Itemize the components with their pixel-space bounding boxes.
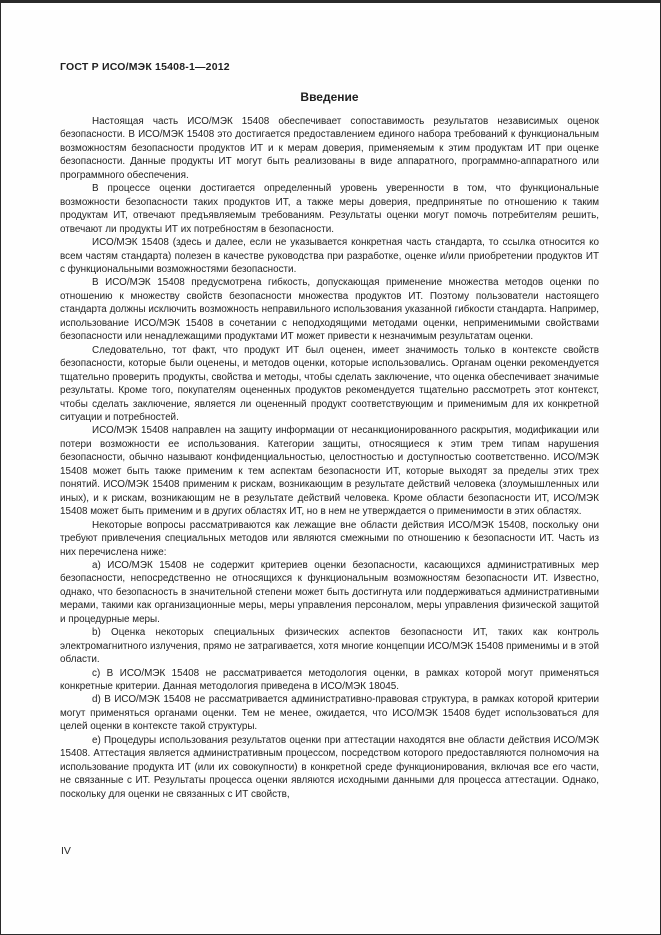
section-title: Введение xyxy=(300,90,359,104)
paragraph: Следовательно, тот факт, что продукт ИТ был оценен, имеет значимость только в контексте свойств безопасности, которые были оценены, и методов оценки, которые использовались. Органам оценки рекомендуется тщательно проверить продукты, свойства и методы, чтобы сделать заключение, что оценка обеспечивает значимые результаты. Кроме того, покупателям оцененных продуктов рекомендуется тщательно рассмотреть этот контекст, чтобы сделать заключение, является ли оцененный продукт соответствующим и применимым для их конкретной ситуации и потребностей. xyxy=(60,344,599,423)
document-body xyxy=(60,115,599,801)
page-number: IV xyxy=(61,845,71,857)
paragraph: Некоторые вопросы рассматриваются как лежащие вне области действия ИСО/МЭК 15408, поскольку они требуют привлечения специальных методов или являются смежными по отношению к безопасности ИТ. Часть из них перечислена ниже: xyxy=(60,519,599,558)
paragraph: В процессе оценки достигается определенный уровень уверенности в том, что функциональные возможности безопасности таких продуктов ИТ, а также меры доверия, предпринятые по отношению к таким продуктам ИТ, отвечают предъявляемым требованиям. Результаты оценки могут помочь потребителям решить, отвечают ли продукты ИТ их потребностям в безопасности. xyxy=(60,183,599,235)
list-item-c: c) В ИСО/МЭК 15408 не рассматривается методология оценки, в рамках которой могут применяться конкретные критерии. Данная методология приведена в ИСО/МЭК 18045. xyxy=(60,667,599,693)
list-item-b: b) Оценка некоторых специальных физических аспектов безопасности ИТ, таких как контроль электромагнитного излучения, прямо не затрагивается, хотя многие концепции ИСО/МЭК 15408 применимы и в этой области. xyxy=(60,627,599,666)
paragraph: В ИСО/МЭК 15408 предусмотрена гибкость, допускающая применение множества методов оценки по отношению к множеству свойств безопасности множества продуктов ИТ. Поэтому пользователи настоящего стандарта должны исключить возможность неправильного использования указанной гибкости стандарта. Например, использование ИСО/МЭК 15408 в сочетании с неподходящими методами оценки, неприменимыми свойствами безопасности или ненадлежащими продуктами ИТ может привести к незначимым результатам оценки. xyxy=(60,277,599,343)
list-item-d: d) В ИСО/МЭК 15408 не рассматривается административно-правовая структура, в рамках которой критерии могут применяться органами оценки. Тем не менее, ожидается, что ИСО/МЭК 15408 будет использоваться для целей оценки в контексте такой структуры. xyxy=(60,694,599,733)
list-item-e: e) Процедуры использования результатов оценки при аттестации находятся вне области действия ИСО/МЭК 15408. Аттестация является административным процессом, посредством которого предоставляются полномочия на использование продукта ИТ (или их совокупности) в конкретной среде функционирования, включая все его части, не связанные с ИТ. Результаты процесса оценки являются исходными данными для процесса аттестации. Однако, поскольку для оценки не связанных с ИТ свойств, xyxy=(60,734,599,800)
paragraph: ИСО/МЭК 15408 направлен на защиту информации от несанкционированного раскрытия, модификации или потери возможности ее использования. Категории защиты, относящиеся к этим трем типам нарушения безопасности, обычно называют конфиденциальностью, целостностью и доступностью соответственно. ИСО/МЭК 15408 может быть также применим к тем аспектам безопасности ИТ, которые выходят за пределы этих трех понятий. ИСО/МЭК 15408 применим к рискам, возникающим в результате действий человека (злоумышленных или иных), и к рискам, возникающим не в результате действий человека. Кроме области безопасности ИТ, ИСО/МЭК 15408 может быть применим и в других областях ИТ, но в нем не утверждается о применимости в этих областях. xyxy=(60,425,599,518)
paragraph: ИСО/МЭК 15408 (здесь и далее, если не указывается конкретная часть стандарта, то ссылка относится ко всем частям стандарта) полезен в качестве руководства при разработке, оценке и/или приобретении продуктов ИТ с функциональными возможностями безопасности. xyxy=(60,237,599,275)
list-item-a: a) ИСО/МЭК 15408 не содержит критериев оценки безопасности, касающихся административных мер безопасности, непосредственно не относящихся к функциональным возможностям безопасности ИТ. Известно, однако, что безопасность в значительной степени может быть достигнута или поддерживаться административными мерами, такими как организационные меры, меры управления персоналом, меры управления физической защитой и процедурные меры. xyxy=(60,559,599,625)
paragraph: Настоящая часть ИСО/МЭК 15408 обеспечивает сопоставимость результатов независимых оценок безопасности. В ИСО/МЭК 15408 это достигается предоставлением единого набора требований к функциональным возможностям безопасности продуктов ИТ и к мерам доверия, применяемым к этим продуктам ИТ при оценке безопасности. Данные продукты ИТ могут быть реализованы в виде аппаратного, программно-аппаратного или программного обеспечения. xyxy=(60,116,599,181)
running-header: ГОСТ Р ИСО/МЭК 15408-1—2012 xyxy=(60,61,230,73)
